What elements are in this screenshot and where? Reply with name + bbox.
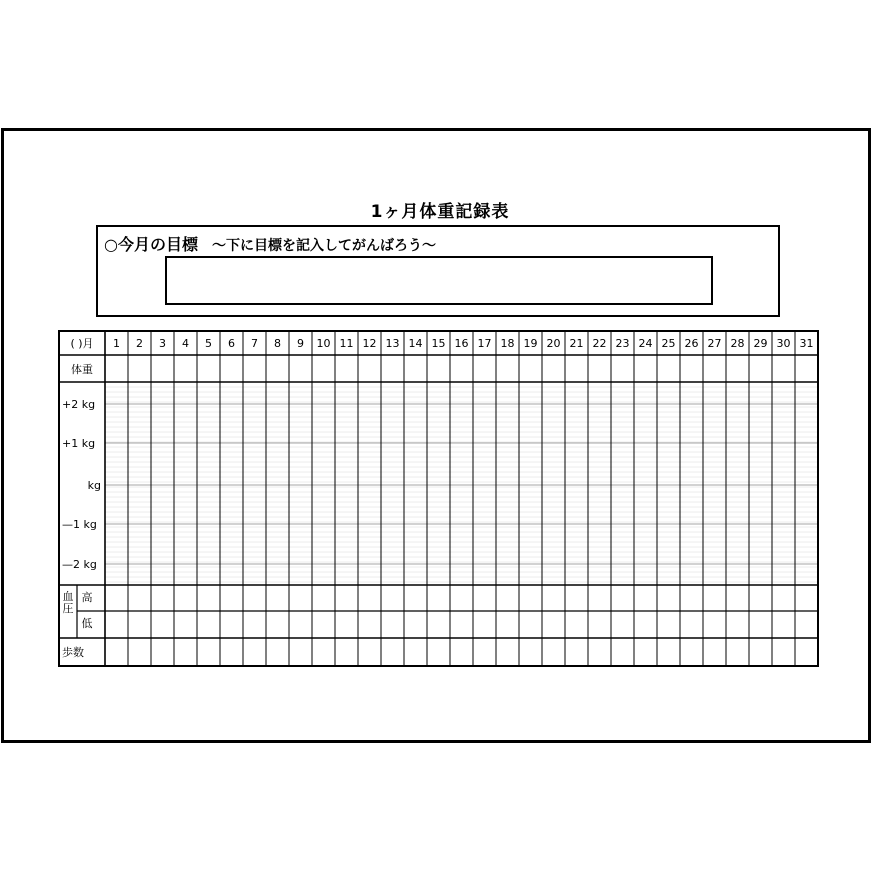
day-number: 6 [228,337,235,350]
bp-high-label: 高 [81,591,93,604]
day-number: 21 [569,337,584,350]
day-number: 3 [159,337,166,350]
day-number: 15 [431,337,446,350]
day-number: 2 [136,337,143,350]
weight-scale-label: —2 kg [62,558,97,571]
day-number: 9 [297,337,304,350]
day-number: 19 [523,337,538,350]
day-number: 16 [454,337,469,350]
day-number: 13 [385,337,400,350]
day-number: 8 [274,337,281,350]
day-number: 11 [339,337,354,350]
day-number: 25 [661,337,676,350]
day-number: 30 [776,337,791,350]
month-header-label: ( )月 [70,337,94,350]
day-number: 29 [753,337,768,350]
weight-scale-label: —1 kg [62,518,97,531]
goal-subheading: ～下に目標を記入してがんばろう～ [211,238,436,254]
day-number: 14 [408,337,423,350]
blood-pressure-label: 血 [62,590,74,603]
day-number: 17 [477,337,492,350]
day-number: 7 [251,337,258,350]
day-number: 22 [592,337,607,350]
day-number: 18 [500,337,515,350]
day-number: 23 [615,337,630,350]
day-number: 20 [546,337,561,350]
bp-low-label: 低 [81,617,93,630]
day-number: 10 [316,337,331,350]
weight-scale-label: kg [87,479,101,492]
day-number: 1 [113,337,120,350]
weight-scale-label: +1 kg [62,437,96,450]
day-number: 12 [362,337,377,350]
day-number: 31 [799,337,814,350]
blood-pressure-label: 圧 [62,602,74,615]
day-number: 4 [182,337,189,350]
day-number: 27 [707,337,722,350]
weight-row-label: 体重 [71,363,93,376]
day-number: 24 [638,337,653,350]
steps-row-label: 歩数 [62,646,84,659]
day-number: 5 [205,337,212,350]
day-number: 26 [684,337,699,350]
page-title: 1ヶ月体重記録表 [370,202,510,222]
goal-heading-label: ○今月の目標 [104,235,198,254]
day-number: 28 [730,337,745,350]
weight-scale-label: +2 kg [62,398,96,411]
